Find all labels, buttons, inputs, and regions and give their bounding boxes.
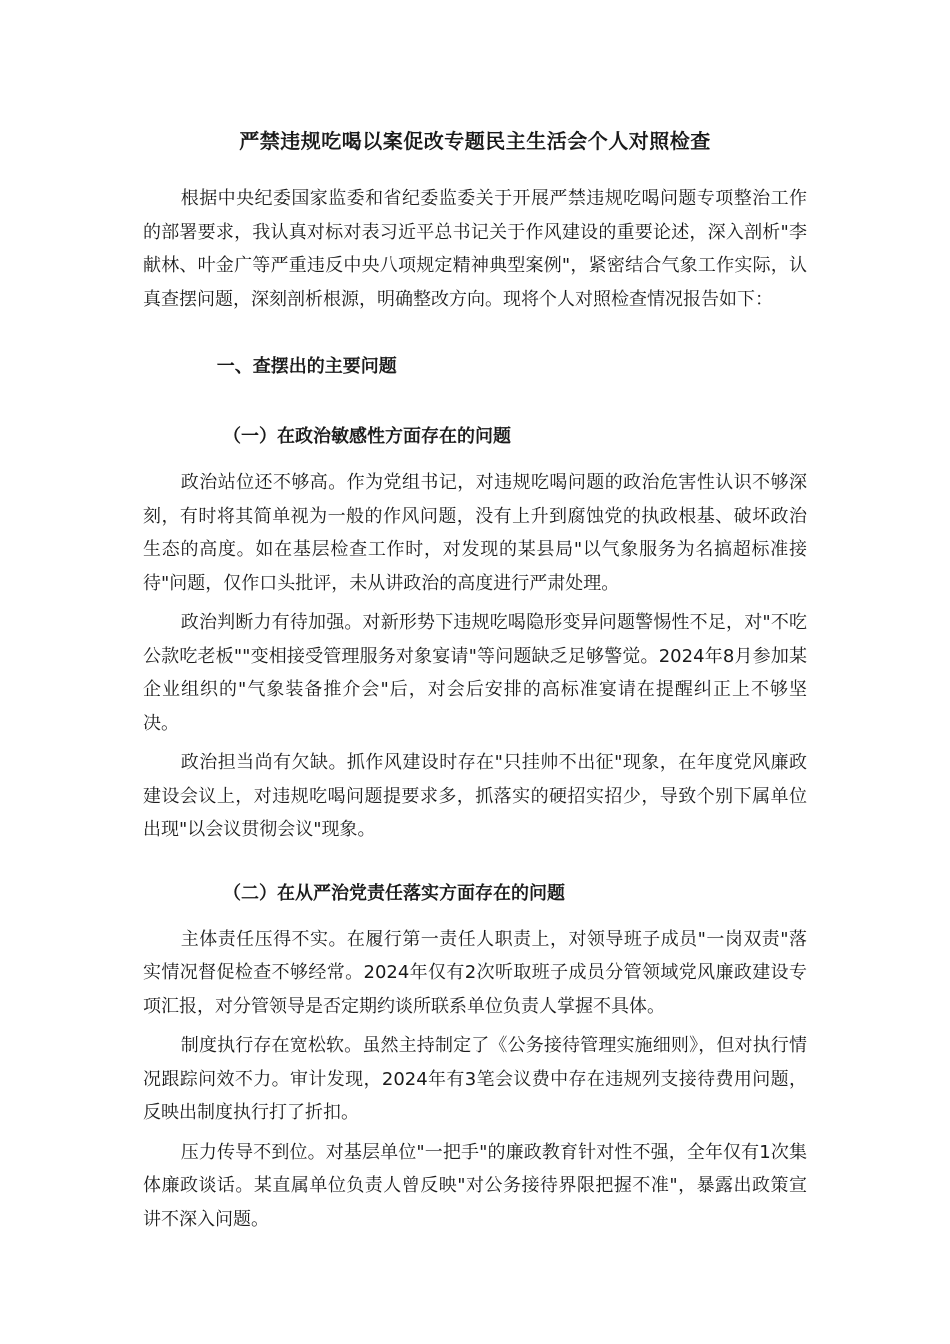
section-heading-problems: 一、查摆出的主要问题 xyxy=(216,356,397,377)
body-paragraph: 制度执行存在宽松软。虽然主持制定了《公务接待管理实施细则》，但对执行情况跟踪问效不力。审计发现，2024年有3笔会议费中存在违规列支接待费用问题，反映出制度执行打了折扣。 xyxy=(143,1035,807,1123)
document-page xyxy=(143,122,807,1236)
body-paragraph: 压力传导不到位。对基层单位"一把手"的廉政教育针对性不强，全年仅有1次集体廉政谈话。某直属单位负责人曾反映"对公务接待界限把握不准"，暴露出政策宣讲不深入问题。 xyxy=(143,1141,807,1230)
document-title: 严禁违规吃喝以案促改专题民主生活会个人对照检查 xyxy=(239,129,711,153)
body-paragraph: 主体责任压得不实。在履行第一责任人职责上，对领导班子成员"一岗双责"落实情况督促检查不够经常。2024年仅有2次听取班子成员分管领域党风廉政建设专项汇报，对分管领导是否定期约谈所联系单位负责人掌握不具体。 xyxy=(143,928,807,1017)
body-paragraph: 政治站位还不够高。作为党组书记，对违规吃喝问题的政治危害性认识不够深刻，有时将其简单视为一般的作风问题，没有上升到腐蚀党的执政根基、破坏政治生态的高度。如在基层检查工作时，对发现的某县局"以气象服务为名搞超标准接待"问题，仅作口头批评，未从讲政治的高度进行严肃处理。 xyxy=(143,472,807,594)
intro-paragraph: 根据中央纪委国家监委和省纪委监委关于开展严禁违规吃喝问题专项整治工作的部署要求，我认真对标对表习近平总书记关于作风建设的重要论述，深入剖析"李献林、叶金广等严重违反中央八项规定精神典型案例"，紧密结合气象工作实际，认真查摆问题，深刻剖析根源，明确整改方向。现将个人对照检查情况报告如下： xyxy=(143,188,807,310)
subsection-heading-party-responsibility: （二）在从严治党责任落实方面存在的问题 xyxy=(223,882,565,904)
body-paragraph: 政治担当尚有欠缺。抓作风建设时存在"只挂帅不出征"现象，在年度党风廉政建设会议上，对违规吃喝问题提要求多，抓落实的硬招实招少，导致个别下属单位出现"以会议贯彻会议"现象。 xyxy=(143,752,807,840)
subsection-heading-political-sensitivity: （一）在政治敏感性方面存在的问题 xyxy=(223,426,511,447)
body-paragraph: 政治判断力有待加强。对新形势下违规吃喝隐形变异问题警惕性不足，对"不吃公款吃老板""变相接受管理服务对象宴请"等问题缺乏足够警觉。2024年8月参加某企业组织的"气象装备推介会"后，对会后安排的高标准宴请在提醒纠正上不够坚决。 xyxy=(143,612,807,734)
